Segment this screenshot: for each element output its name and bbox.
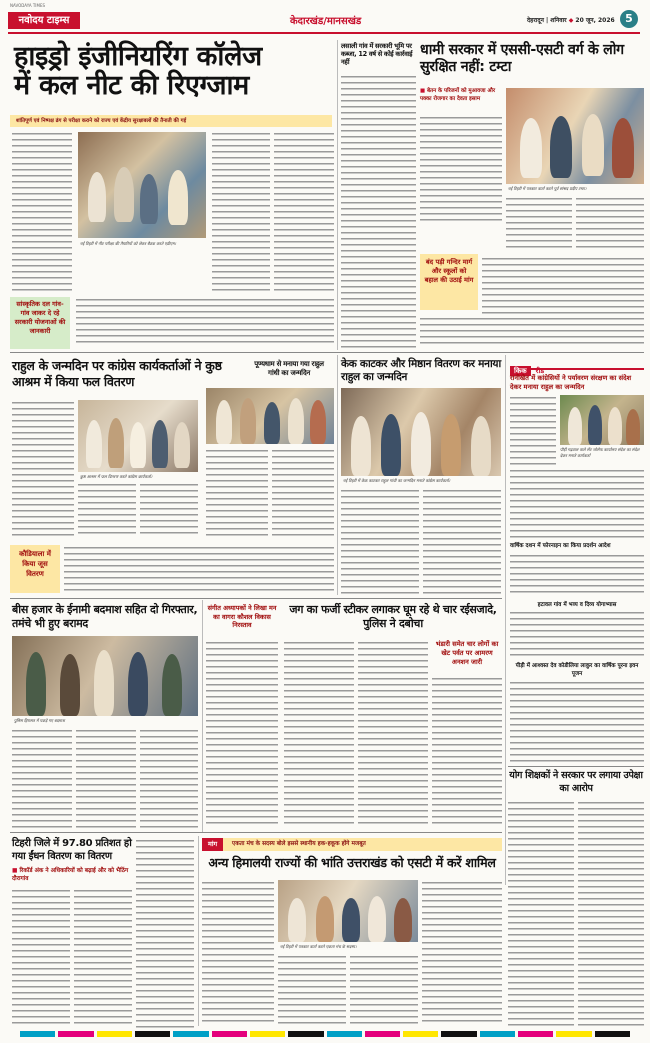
bees-body-col3 [140,728,198,828]
dhami-body-col1 [420,115,502,223]
ekta-body-col1 [202,880,274,1026]
lead-body-col2 [212,131,270,291]
kick-body-2 [510,553,644,597]
page-number-circle-icon: 5 [620,10,638,28]
yoga-body-col1 [508,800,574,1026]
dhami-body-col4 [482,256,644,314]
rahul2-photo [206,388,334,444]
dateline: देहरादून | शनिवार ◆ 20 जून, 2026 [527,17,615,24]
bullet-icon: ■ [420,88,426,94]
yoga-body-col2 [578,800,644,1026]
bees-headline: बीस हजार के ईनामी बदमाश सहित दो गिरफ्तार, तमंचे भी हुए बरामद [12,603,198,630]
kick-body-3 [510,610,644,660]
dhami-side-box: बंद पड़ी गन्दिर मार्ग और स्कूलों को बहाल की उठाई मांग [420,254,478,310]
bees-body-col2 [76,728,136,828]
dhami-body-col3 [576,196,644,252]
rahul1-caption: कुष्ठ आश्रम में फल वितरण करते कांग्रेस कार्यकर्ता। [80,474,153,479]
rahul3-body-col1 [341,488,419,594]
bullet-icon: ■ [12,868,18,874]
kaudiyala-box: कौडियाला में किया जूस वितरण [10,545,60,593]
rahul1-body-col1 [12,400,74,538]
kick-subhead1: वार्षिक दशन में फोरनाइन का किया प्रदर्शन आदेश [510,543,611,549]
page-topline: NAVODAYA TIMES [10,3,46,8]
kick-label: किक रीड [510,358,644,370]
dhami-body-tail [420,316,644,348]
bees-caption: पुलिस हिरासत में पकड़े गए बदमाश [14,718,65,723]
fake-body-col1 [284,640,354,828]
kick-body-4 [510,680,644,762]
tehri-headline: टिहरी जिले में 97.80 प्रतिशत हो गया ईंधन वितरण का वितरण [12,838,132,862]
bees-body-col1 [12,728,72,828]
lead-body-col1 [12,131,72,291]
ekta-body-col4 [422,880,502,1026]
lead-strap: शांतिपूर्ण एवं निष्पक्ष ढंग से परीक्षा कराने को राज्य एवं केंद्रीय सुरक्षाबलों की तैनाती की गई [10,115,332,127]
kick-photo [560,395,644,445]
cultural-body [76,297,334,347]
tehri-body-col1 [12,888,70,1028]
color-registration-marks-icon [20,1031,630,1037]
kick-headline: रानीखेत में कांग्रेसियों ने पर्यावरण संरक्षण का संदेश देकर मनाया राहुल का जन्मदिन [510,374,632,391]
masthead [8,10,640,34]
rahul2-body-col1 [206,448,268,538]
fake-headline: जग का फर्जी स्टीकर लगाकर घूम रहे थे चार रईसजादे, पुलिस ने दबोचा [289,603,497,630]
section-title: केदारखंड/मानसखंड [290,16,362,27]
lead-body-col3 [274,131,334,291]
ekta-body-col3 [350,954,418,1026]
ekta-body-col2 [278,954,346,1026]
rahul1-body-col2 [78,482,136,538]
dhami-photo [506,88,644,184]
bhandari-headline: भंडारी समेत चार लोगों का खेट पर्वत पर आमरण अनशन जारी [435,640,499,666]
dhami-body-col2 [506,196,572,252]
rahul1-headline: राहुल के जन्मदिन पर कांग्रेस कार्यकर्ताओं ने कुष्ठ आश्रम में किया फल वितरण [12,358,222,389]
rahul2-headline: पूण्यधाम से मनाया गया राहुल गांधी का जन्मदिन [254,360,324,377]
tehri-subhead: ■ रिकॉर्ड अंक ने अधिकारियों को बढ़ाई और को भैठिंग दौरागांव [12,868,129,882]
rahul3-caption: नई टिहरी में केक काटकर राहुल गांधी का जन्मदिन मनाते कांग्रेस कार्यकर्ता। [343,478,451,483]
dhami-subhead: ■ बेतन के परिजनों को मुआवजा और पक्का रोजगार का देवता इसाम [420,88,496,102]
bees-photo [12,636,198,716]
ekta-strap-text: एकता मंच के सदस्य बोले इससे स्थानीय हक-हकूक होंगे मजबूत [232,841,366,847]
ekta-strap [202,838,502,851]
lasali-body [341,74,416,349]
rahul3-body-col2 [423,488,501,594]
rahul2-body-col2 [272,448,334,538]
sangeet-headline: संगीत अध्यापकों ने लिखा मन का वागरा कौशल विकास निरस्ताव [207,604,277,629]
kaudiyala-body [64,545,334,593]
kick-caption: पौड़ी गढ़वाल वाले सेंट जोसेफ कार्यालय संदेश का संदेश देकर मनाते कार्यकर्ता [560,447,640,458]
rahul3-headline: केक काटकर और मिष्ठान वितरण कर मनाया राहुल का जन्मदिन [341,358,501,383]
rahul1-body-col3 [140,482,198,538]
lead-photo-caption: नई टिहरी में नीट परीक्षा की तैयारियों को लेकर बैठक करते एडीएम। [80,241,177,246]
dhami-headline: धामी सरकार में एससी-एसटी वर्ग के लोग सुरक्षित नहीं: टम्टा [420,42,624,75]
rahul3-photo [341,388,501,476]
ekta-main-headline: अन्य हिमालयी राज्यों की भांति उत्तराखंड को एसटी में करें शामिल [208,855,496,870]
sangeet-body [206,640,278,828]
rahul1-photo [78,400,198,472]
dhami-caption: नई टिहरी में पत्रकार वार्ता करते पूर्व सांसद प्रदीप टम्टा। [508,186,587,191]
fake-body-col2 [358,640,428,828]
yoga-headline: योग शिक्षकों ने सरकार पर लगाया उपेक्षा का आरोप [509,770,643,794]
kick-body-col1 [510,395,556,467]
lead-photo [78,132,206,238]
bhandari-body [432,676,502,828]
ekta-photo [278,880,418,942]
tehri-body-col2 [74,888,132,1028]
ekta-caption: नई टिहरी में पत्रकार वार्ता करते एकता मंच के सदस्य। [280,944,357,949]
tehri-body-col3 [136,838,194,1028]
brand-logo: नवोदय टाइम्स [8,12,80,29]
demand-tag: मांग [202,838,223,851]
lead-headline: हाइड्रो इंजीनियरिंग कॉलेज में कल नीट की रिएग्जाम [14,41,262,102]
kick-subhead3: पीड़ी में आश्वस्त देव कोडीलिया लाकुर का वार्षिक पूरना इवन पूजन [515,663,639,677]
lasali-headline: लसाली गांव में सरकारी भूमि पर कब्जा, 12 वर्ष से कोई कार्रवाई नहीं [341,42,413,66]
cultural-box: सांस्कृतिक दल गांव-गांव जाकर दे रहे सरकारी योजनाओं की जानकारी [10,297,70,349]
kick-body-full [510,468,644,540]
kick-subhead2: हटावल गांव में भव्य व दिव्य योगाभ्यास [537,602,617,608]
